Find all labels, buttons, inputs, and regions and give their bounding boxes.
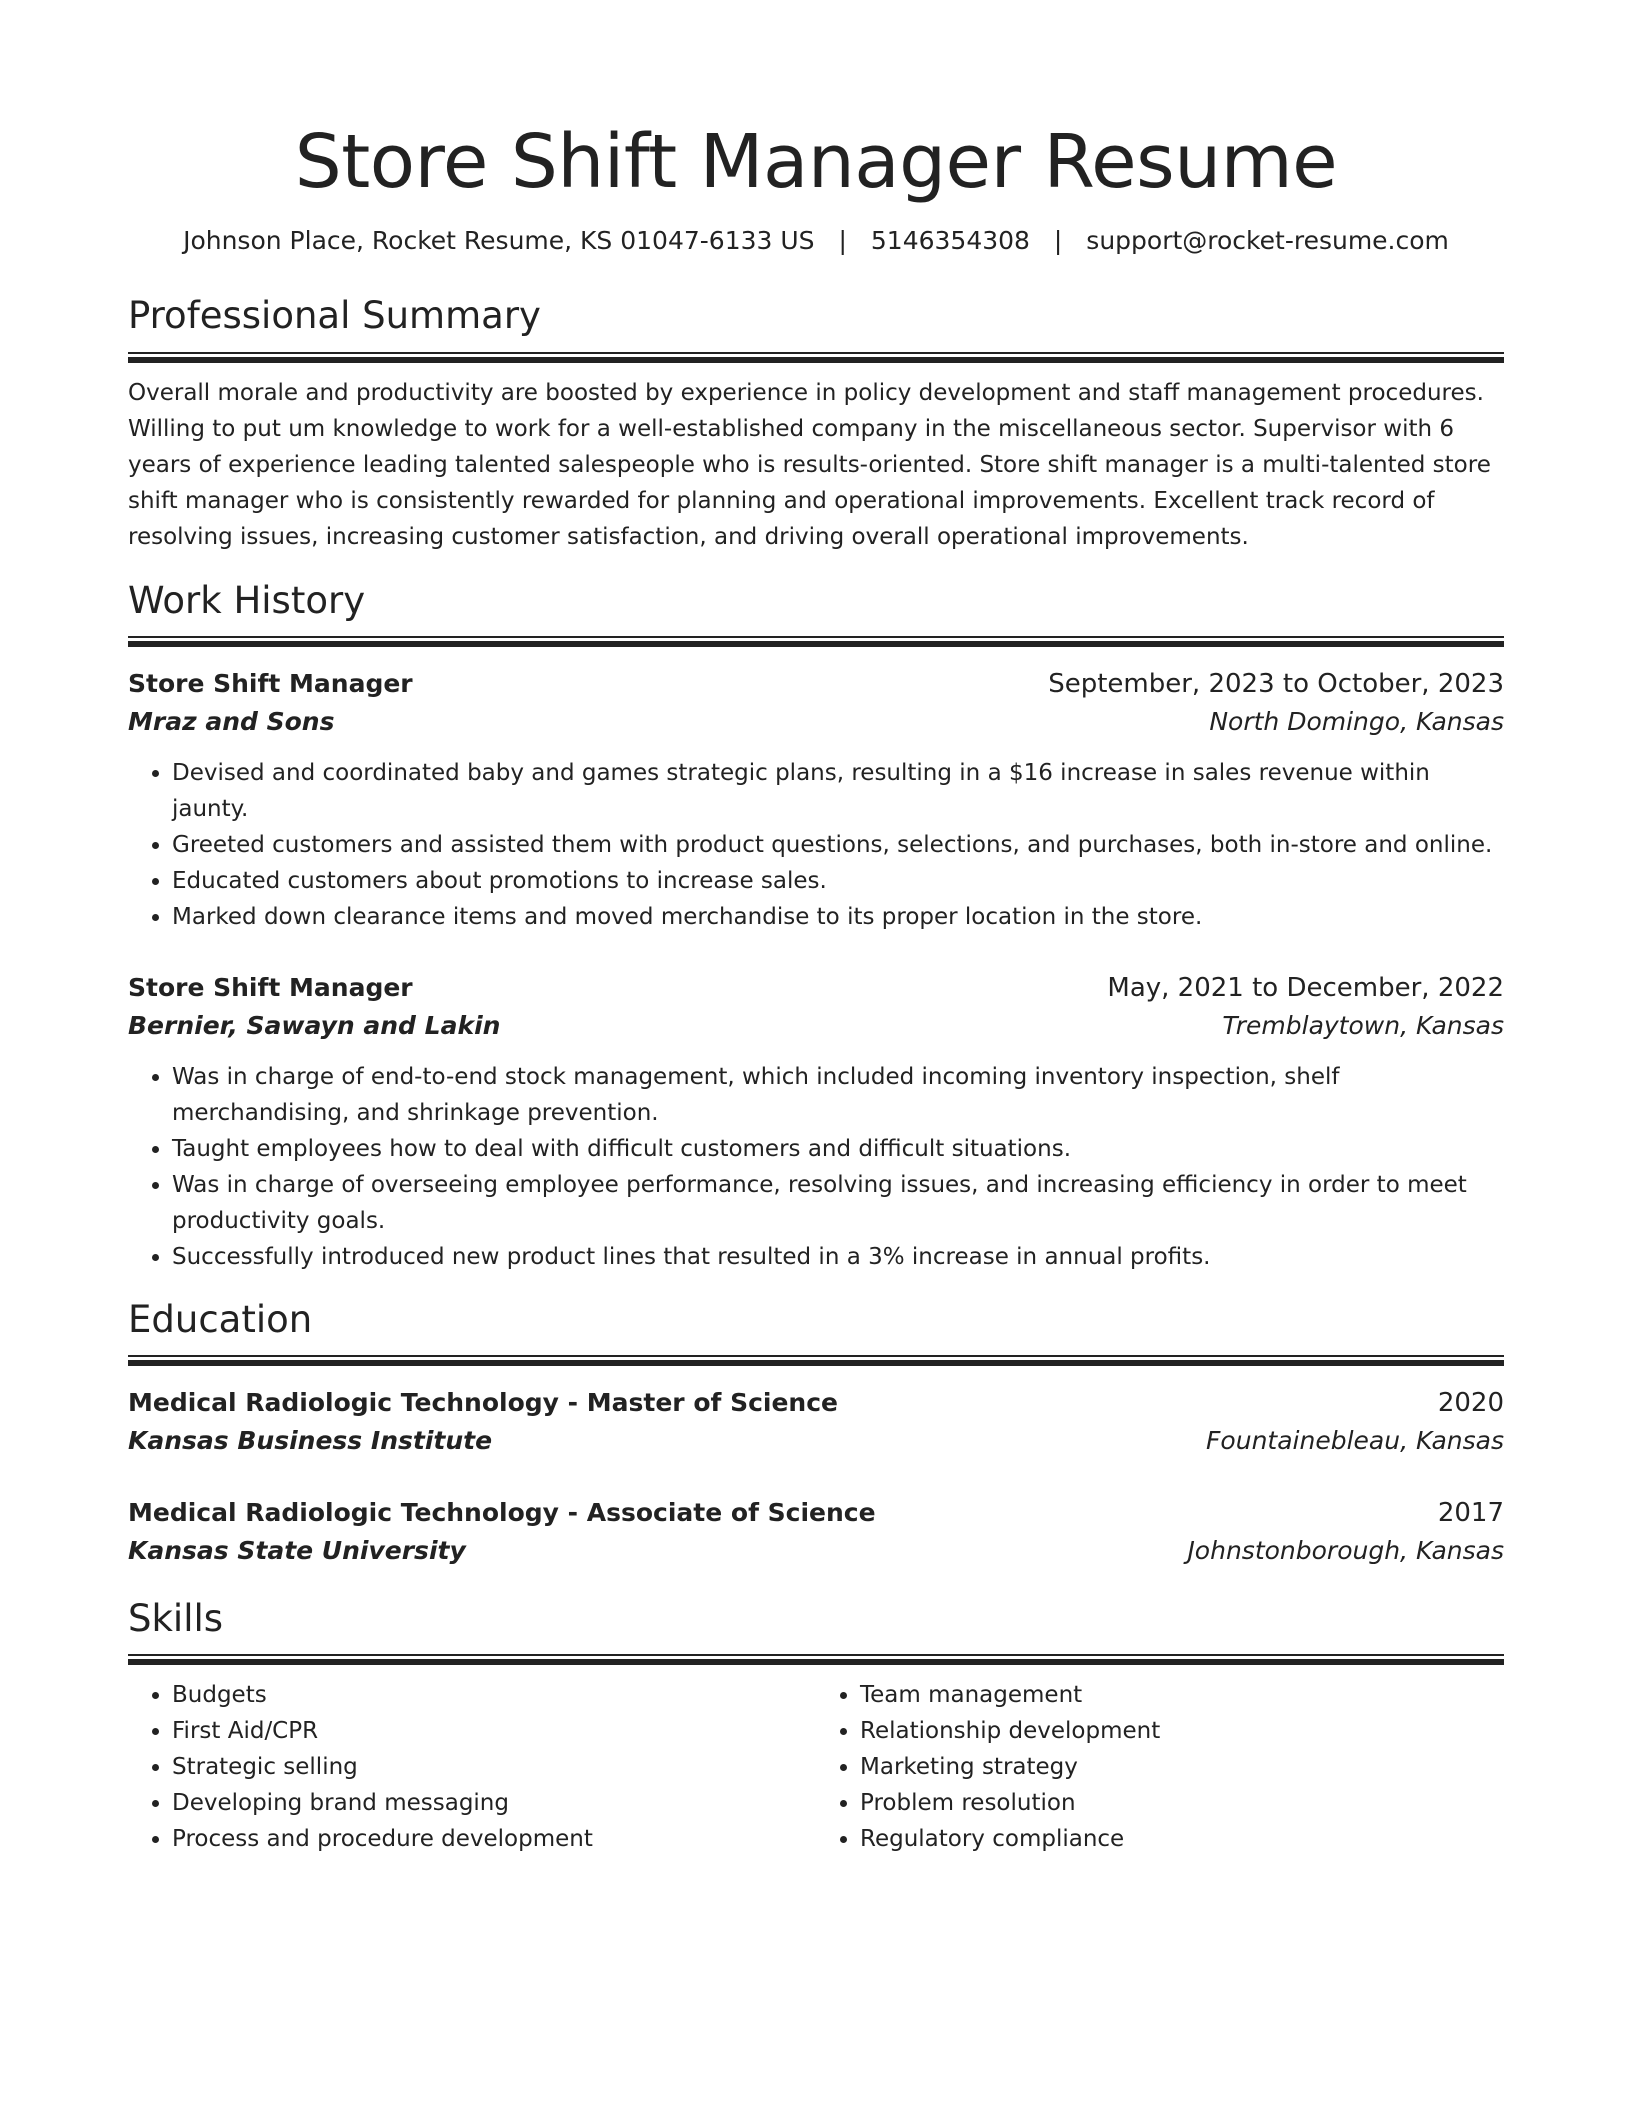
job-company: Mraz and Sons — [128, 706, 335, 736]
skill-item: • Budgets — [172, 1677, 816, 1713]
job-role: Store Shift Manager — [128, 668, 413, 698]
education-section — [128, 1297, 1504, 1570]
contact-line — [128, 225, 1504, 258]
contact-separator: | — [838, 225, 847, 255]
resume-title: Store Shift Manager Resume — [294, 119, 1338, 205]
job-bullet: • Taught employees how to deal with difficult customers and difficult situations. — [172, 1131, 1504, 1167]
section-divider — [128, 636, 1504, 647]
education-location: Johnstonborough, Kansas — [1187, 1536, 1504, 1566]
education-entry — [128, 1494, 1504, 1570]
job-bullet: • Greeted customers and assisted them with product questions, selections, and purchases, both in-store and online. — [172, 827, 1504, 863]
skill-item: • Problem resolution — [860, 1785, 1504, 1821]
job-entry — [128, 665, 1504, 935]
job-bullet: • Educated customers about promotions to increase sales. — [172, 863, 1504, 899]
education-school: Kansas State University — [128, 1536, 466, 1566]
contact-phone: 5146354308 — [870, 225, 1030, 255]
section-divider — [128, 1355, 1504, 1366]
job-dates: May, 2021 to December, 2022 — [1107, 972, 1504, 1003]
skill-item: • Team management — [860, 1677, 1504, 1713]
job-bullets — [128, 1059, 1504, 1275]
skills-list-left — [128, 1677, 816, 1857]
section-title-work-history: Work History — [128, 578, 366, 622]
skills-columns — [128, 1677, 1504, 1857]
education-location: Fountainebleau, Kansas — [1206, 1426, 1504, 1456]
job-role: Store Shift Manager — [128, 972, 413, 1002]
work-history-section — [128, 578, 1504, 1275]
skills-section — [128, 1596, 1504, 1857]
job-dates: September, 2023 to October, 2023 — [1048, 668, 1504, 699]
summary-text: Overall morale and productivity are boosted by experience in policy development and staff management procedures. Willing to put um knowledge to work for a well-established company in the miscellaneous sector. Supervisor with 6 years of experience leading talented salespeople who is results-oriented. Store shift manager is a multi-talented store shift manager who is consistently rewarded for planning and operational improvements. Excellent track record of resolving issues, increasing customer satisfaction, and driving overall operational improvements. — [128, 379, 1491, 550]
contact-address: Johnson Place, Rocket Resume, KS 01047-6133 US — [183, 225, 815, 255]
job-entry — [128, 969, 1504, 1275]
skill-item: • Marketing strategy — [860, 1749, 1504, 1785]
job-bullet: • Was in charge of end-to-end stock management, which included incoming inventory inspection, shelf merchandising, and shrinkage prevention. — [172, 1059, 1504, 1131]
section-divider — [128, 352, 1504, 363]
skill-item: • Developing brand messaging — [172, 1785, 816, 1821]
education-school: Kansas Business Institute — [128, 1426, 493, 1456]
skill-item: • Process and procedure development — [172, 1821, 816, 1857]
job-bullet: • Devised and coordinated baby and games strategic plans, resulting in a $16 increase in sales revenue within jaunty. — [172, 755, 1504, 827]
skill-item: • First Aid/CPR — [172, 1713, 816, 1749]
skills-list-right — [816, 1677, 1504, 1857]
education-year: 2017 — [1437, 1498, 1504, 1529]
summary-section — [128, 293, 1504, 554]
job-bullets — [128, 755, 1504, 935]
job-company: Bernier, Sawayn and Lakin — [128, 1010, 501, 1040]
skill-item: • Relationship development — [860, 1713, 1504, 1749]
section-title-education: Education — [128, 1297, 313, 1341]
contact-separator: | — [1053, 225, 1063, 255]
education-degree: Medical Radiologic Technology - Master of Science — [128, 1388, 838, 1418]
education-entry — [128, 1384, 1504, 1460]
contact-email: support@rocket-resume.com — [1086, 225, 1449, 255]
job-bullet: • Marked down clearance items and moved merchandise to its proper location in the store. — [172, 899, 1504, 935]
skill-item: • Strategic selling — [172, 1749, 816, 1785]
job-bullet: • Successfully introduced new product lines that resulted in a 3% increase in annual profits. — [172, 1239, 1504, 1275]
job-bullet: • Was in charge of overseeing employee performance, resolving issues, and increasing efficiency in order to meet productivity goals. — [172, 1167, 1504, 1239]
job-location: Tremblaytown, Kansas — [1222, 1010, 1504, 1040]
section-title-summary: Professional Summary — [128, 294, 541, 338]
education-degree: Medical Radiologic Technology - Associate of Science — [128, 1498, 876, 1528]
job-location: North Domingo, Kansas — [1209, 706, 1504, 736]
skill-item: • Regulatory compliance — [860, 1821, 1504, 1857]
section-title-skills: Skills — [128, 1597, 224, 1641]
education-year: 2020 — [1437, 1388, 1504, 1419]
section-divider — [128, 1654, 1504, 1665]
